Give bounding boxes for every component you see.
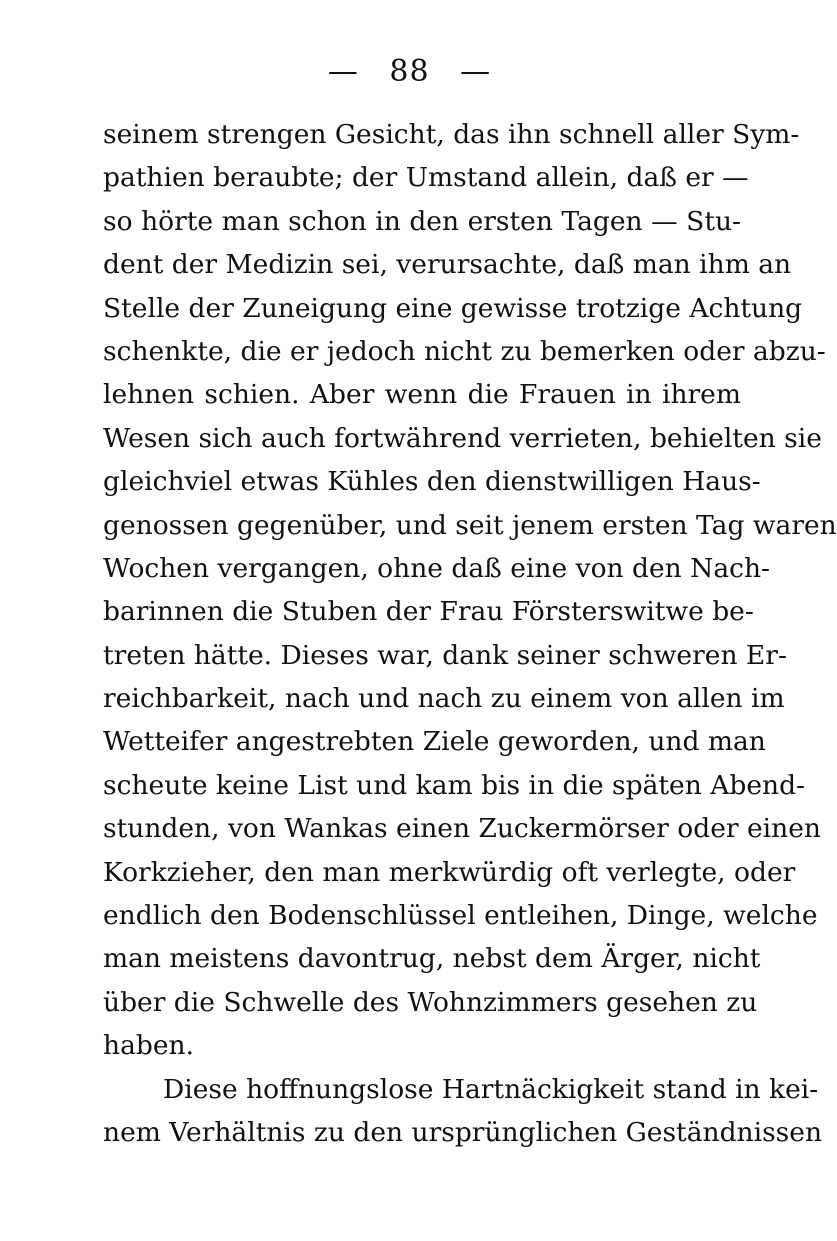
text-line: seinem strengen Gesicht, das ihn schnell aller Sym- <box>103 119 800 150</box>
text-line: lehnen schien. Aber wenn die Frauen in ihrem <box>103 379 741 411</box>
text-line: über die Schwelle des Wohnzimmers gesehen zu <box>103 986 758 1018</box>
text-line: Wetteifer angestrebten Ziele geworden, und man <box>103 726 766 758</box>
page-number: 88 <box>389 54 430 89</box>
text-line: scheute keine List und kam bis in die späten Abend- <box>103 769 806 801</box>
text-line: pathien beraubte; der Umstand allein, daß er — <box>103 162 749 194</box>
paragraph <box>103 113 837 1068</box>
text-line: Wochen vergangen, ohne daß eine von den Nach- <box>103 552 771 584</box>
text-line: Stelle der Zuneigung eine gewisse trotzige Achtung <box>103 292 803 324</box>
header-dash-right: — <box>460 54 492 89</box>
text-line: nem Verhältnis zu den ursprünglichen Geständnissen <box>103 1116 823 1148</box>
text-line: barinnen die Stuben der Frau Försterswitwe be- <box>103 596 754 628</box>
text-line: Diese hoffnungslose Hartnäckigkeit stand in kei- <box>163 1073 819 1105</box>
text-line: endlich den Bodenschlüssel entleihen, Dinge, welche <box>103 900 818 932</box>
text-line: stunden, von Wankas einen Zuckermörser oder einen <box>103 813 821 845</box>
text-line: schenkte, die er jedoch nicht zu bemerken oder abzu- <box>103 335 826 367</box>
paragraph <box>103 1068 823 1155</box>
page-header <box>0 52 819 92</box>
page-body-text <box>103 113 837 1154</box>
text-line: gleichviel etwas Kühles den dienstwilligen Haus- <box>103 466 761 498</box>
text-line: so hörte man schon in den ersten Tagen — Stu- <box>103 205 741 237</box>
text-line: haben. <box>103 1030 195 1062</box>
text-line: Korkzieher, den man merkwürdig oft verlegte, oder <box>103 856 796 888</box>
text-line: treten hätte. Dieses war, dank seiner schweren Er- <box>103 639 787 671</box>
text-line: man meistens davontrug, nebst dem Ärger, nicht <box>103 943 761 975</box>
text-line: Wesen sich auch fortwährend verrieten, behielten sie <box>103 422 822 454</box>
text-line: reichbarkeit, nach und nach zu einem von allen im <box>103 683 785 715</box>
text-line: dent der Medizin sei, verursachte, daß man ihm an <box>103 249 792 281</box>
header-dash-left: — <box>327 54 359 89</box>
text-line: genossen gegenüber, und seit jenem ersten Tag waren <box>103 509 837 541</box>
